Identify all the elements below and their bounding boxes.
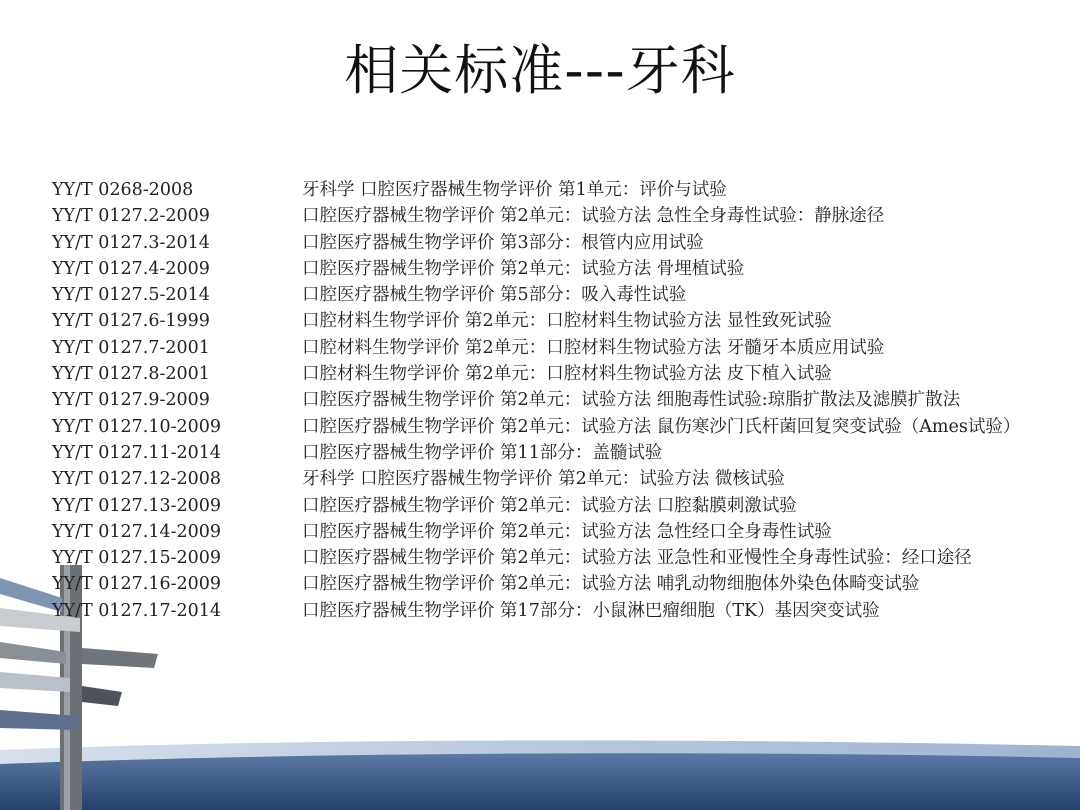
standard-row xyxy=(52,361,1032,387)
standard-row xyxy=(52,335,1032,361)
standard-code: YY/T 0127.16-2009 xyxy=(52,574,222,595)
standard-description: 口腔医疗器械生物学评价 第2单元：试验方法 细胞毒性试验:琼脂扩散法及滤膜扩散法 xyxy=(302,390,961,411)
standard-code: YY/T 0127.10-2009 xyxy=(52,416,222,437)
standards-list xyxy=(52,177,1032,624)
standard-description: 口腔医疗器械生物学评价 第2单元：试验方法 鼠伤寒沙门氏杆菌回复突变试验（Ames试验） xyxy=(302,416,1021,437)
standard-row xyxy=(52,230,1032,256)
standard-row xyxy=(52,571,1032,597)
standard-row xyxy=(52,545,1032,571)
standard-code: YY/T 0127.2-2009 xyxy=(52,206,210,227)
standard-code: YY/T 0268-2008 xyxy=(52,180,194,200)
standard-code: YY/T 0127.3-2014 xyxy=(52,232,210,253)
standard-description: 口腔医疗器械生物学评价 第11部分：盖髓试验 xyxy=(302,442,663,463)
standard-code: YY/T 0127.5-2014 xyxy=(52,285,210,306)
standard-description: 口腔材料生物学评价 第2单元：口腔材料生物试验方法 牙髓牙本质应用试验 xyxy=(302,337,885,358)
standard-description: 口腔医疗器械生物学评价 第2单元：试验方法 急性经口全身毒性试验 xyxy=(302,521,832,542)
slide-title: 相关标准---牙科 xyxy=(344,39,736,102)
standard-row xyxy=(52,282,1032,308)
standard-code: YY/T 0127.13-2009 xyxy=(52,495,222,516)
standard-code: YY/T 0127.4-2009 xyxy=(52,258,210,279)
standard-code: YY/T 0127.8-2001 xyxy=(52,364,210,385)
standard-description: 口腔材料生物学评价 第2单元：口腔材料生物试验方法 皮下植入试验 xyxy=(302,364,832,385)
standard-row xyxy=(52,308,1032,334)
standard-code: YY/T 0127.15-2009 xyxy=(52,548,222,569)
standard-row xyxy=(52,519,1032,545)
standard-description: 口腔医疗器械生物学评价 第2单元：试验方法 口腔黏膜刺激试验 xyxy=(302,495,797,516)
standard-row xyxy=(52,177,1032,203)
standard-row xyxy=(52,256,1032,282)
standard-row xyxy=(52,387,1032,413)
standard-row xyxy=(52,414,1032,440)
standard-description: 口腔医疗器械生物学评价 第2单元：试验方法 哺乳动物细胞体外染色体畸变试验 xyxy=(302,574,920,595)
standard-row xyxy=(52,598,1032,624)
standard-description: 口腔医疗器械生物学评价 第5部分：吸入毒性试验 xyxy=(302,285,687,306)
standard-code: YY/T 0127.7-2001 xyxy=(52,337,210,358)
standard-code: YY/T 0127.11-2014 xyxy=(52,442,222,463)
standard-row xyxy=(52,440,1032,466)
standard-code: YY/T 0127.9-2009 xyxy=(52,390,210,411)
standard-code: YY/T 0127.14-2009 xyxy=(52,521,222,542)
standard-code: YY/T 0127.12-2008 xyxy=(52,469,222,490)
standard-description: 口腔医疗器械生物学评价 第3部分：根管内应用试验 xyxy=(302,232,704,253)
standard-description: 口腔医疗器械生物学评价 第2单元：试验方法 骨埋植试验 xyxy=(302,258,745,279)
standard-row xyxy=(52,466,1032,492)
standard-code: YY/T 0127.6-1999 xyxy=(52,311,210,332)
standard-row xyxy=(52,493,1032,519)
standard-description: 牙科学 口腔医疗器械生物学评价 第2单元：试验方法 微核试验 xyxy=(302,469,785,490)
standard-description: 口腔医疗器械生物学评价 第17部分：小鼠淋巴瘤细胞（TK）基因突变试验 xyxy=(302,600,880,621)
standard-description: 口腔材料生物学评价 第2单元：口腔材料生物试验方法 显性致死试验 xyxy=(302,311,832,332)
standard-description: 牙科学 口腔医疗器械生物学评价 第1单元：评价与试验 xyxy=(302,180,727,200)
standard-description: 口腔医疗器械生物学评价 第2单元：试验方法 亚急性和亚慢性全身毒性试验：经口途径 xyxy=(302,548,972,569)
standard-code: YY/T 0127.17-2014 xyxy=(52,600,222,621)
standard-description: 口腔医疗器械生物学评价 第2单元：试验方法 急性全身毒性试验：静脉途径 xyxy=(302,206,885,227)
standard-row xyxy=(52,203,1032,229)
